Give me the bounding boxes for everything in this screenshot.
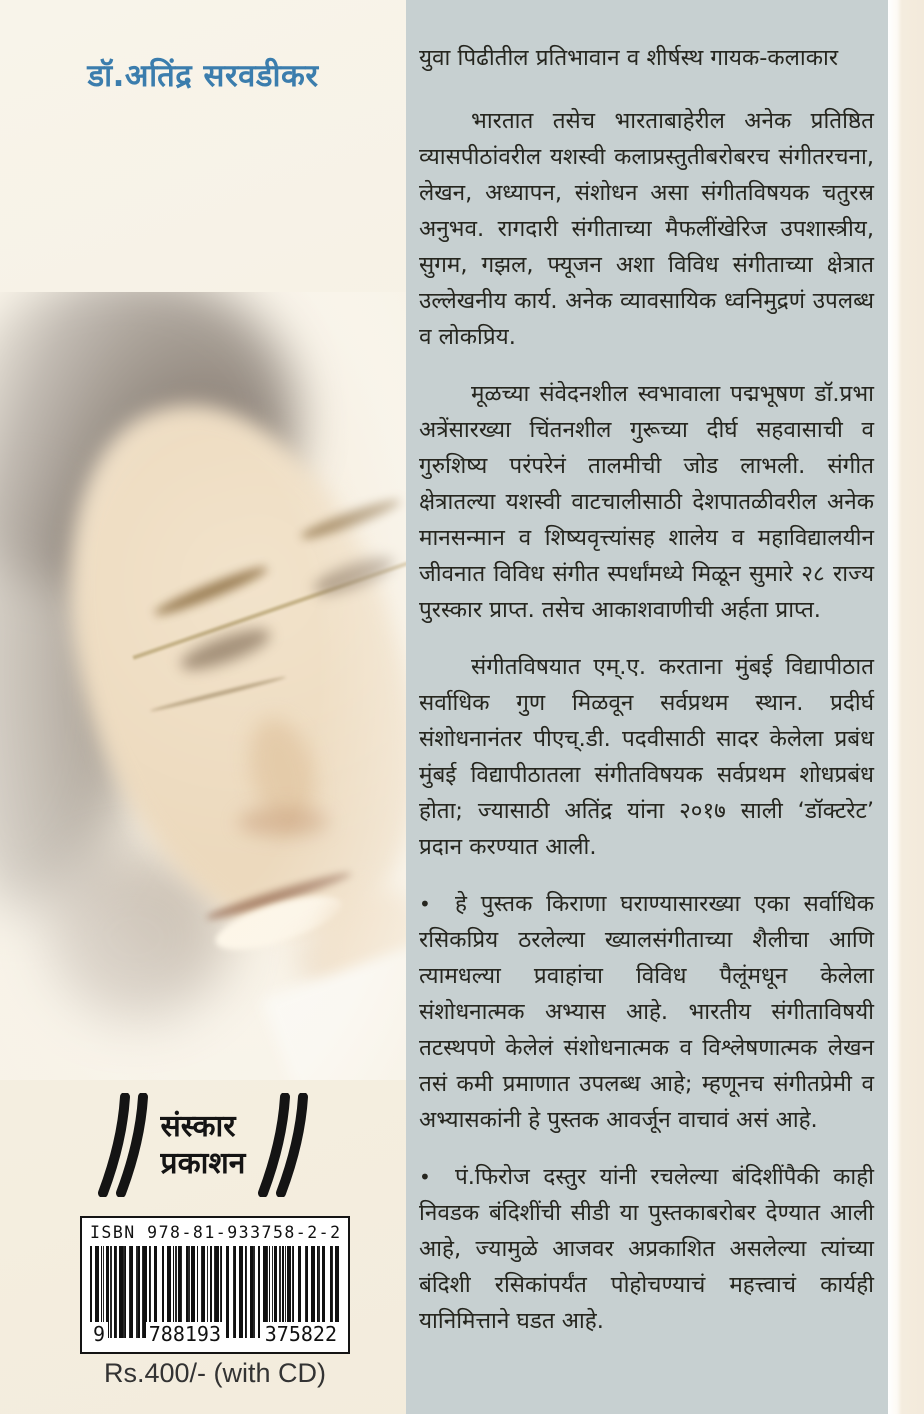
barcode-digit-group: 788193 — [146, 1322, 224, 1346]
bullet-icon: • — [419, 892, 431, 916]
price-label: Rs.400/- (with CD) — [103, 1358, 327, 1388]
page-edge — [888, 0, 924, 1414]
publisher-name-line1: संस्कार — [160, 1108, 236, 1144]
bullet-item-2 — [419, 1159, 874, 1339]
barcode-digits — [90, 1322, 340, 1346]
barcode-digit-group: 375822 — [262, 1322, 340, 1346]
barcode-digit-group: 9 — [90, 1322, 108, 1346]
bullet-icon: • — [419, 1165, 431, 1189]
double-danda-left-icon — [97, 1093, 149, 1197]
double-danda-right-icon — [257, 1093, 309, 1197]
publisher-logo — [0, 1093, 406, 1197]
paragraph-3: संगीतविषयात एम्.ए. करताना मुंबई विद्यापीठात सर्वाधिक गुण मिळवून सर्वप्रथम स्थान. प्रदीर्घ संशोधनानंतर पीएच्.डी. पदवीसाठी सादर केलेला प्रबंध मुंबई विद्यापीठातला संगीतविषयक सर्वप्रथम शोधप्रबंध होता; ज्यासाठी अतिंद्र यांना २०१७ साली ‘डॉक्टरेट’ प्रदान करण्यात आली. — [419, 654, 874, 860]
panel-heading: युवा पिढीतील प्रतिभावान व शीर्षस्थ गायक-कलाकार — [419, 45, 839, 71]
paragraph-2: मूळच्या संवेदनशील स्वभावाला पद्मभूषण डॉ.प्रभा अत्रेंसारख्या चिंतनशील गुरूच्या दीर्घ सहवासाची व गुरुशिष्य परंपरेनं तालमीची जोड लाभली. संगीत क्षेत्रातल्या यशस्वी वाटचालीसाठी देशपातळीवरील अनेक मानसन्मान व शिष्यवृत्त्यांसह शालेय व महाविद्यालयीन जीवनात विविध संगीत स्पर्धांमध्ये मिळून सुमारे २८ राज्य पुरस्कार प्राप्त. तसेच आकाशवाणीची अर्हता प्राप्त. — [419, 381, 874, 623]
isbn-label: ISBN 978-81-933758-2-2 — [90, 1223, 342, 1242]
author-name: डॉ.अतिंद्र सरवडीकर — [87, 58, 319, 94]
publisher-name-line2: प्रकाशन — [160, 1146, 246, 1181]
bullet-text: हे पुस्तक किराणा घराण्यासारख्या एका सर्वाधिक रसिकप्रिय ठरलेल्या ख्यालसंगीताच्या शैलीचा आणि त्यामधल्या प्रवाहांचा विविध पैलूंमधून केलेला संशोधनात्मक अभ्यास आहे. भारतीय संगीताविषयी तटस्थपणे केलेलं संशोधनात्मक व विश्लेषणात्मक लेखन तसं कमी प्रमाणात उपलब्ध आहे; म्हणूनच संगीतप्रेमी व अभ्यासकांनी हे पुस्तक आवर्जून वाचावं असं आहे. — [419, 891, 874, 1133]
paragraph-1: भारतात तसेच भारताबाहेरील अनेक प्रतिष्ठित व्यासपीठांवरील यशस्वी कलाप्रस्तुतीबरोबरच संगीतरचना, लेखन, अध्यापन, संशोधन असा संगीतविषयक चतुरस्र अनुभव. रागदारी संगीताच्या मैफलींखेरिज उपशास्त्रीय, सुगम, गझल, फ्यूजन अशा विविध संगीताच्या क्षेत्रात उल्लेखनीय कार्य. अनेक व्यावसायिक ध्वनिमुद्रणं उपलब्ध व लोकप्रिय. — [419, 108, 874, 350]
bullet-item-1 — [419, 886, 874, 1138]
author-photo — [0, 292, 406, 1080]
publisher-name — [161, 1108, 246, 1183]
bullet-text: पं.फिरोज दस्तुर यांनी रचलेल्या बंदिशींपैकी काही निवडक बंदिशींची सीडी या पुस्तकाबरोबर देण्यात आली आहे, ज्यामुळे आजवर अप्रकाशित असलेल्या त्यांच्या बंदिशी रसिकांपर्यंत पोहोचण्याचं महत्त्वाचं कार्यही यानिमित्ताने घडत आहे. — [419, 1164, 874, 1334]
right-panel — [406, 0, 888, 1414]
photo-fade-overlay — [0, 292, 406, 1080]
barcode-block — [80, 1216, 350, 1354]
